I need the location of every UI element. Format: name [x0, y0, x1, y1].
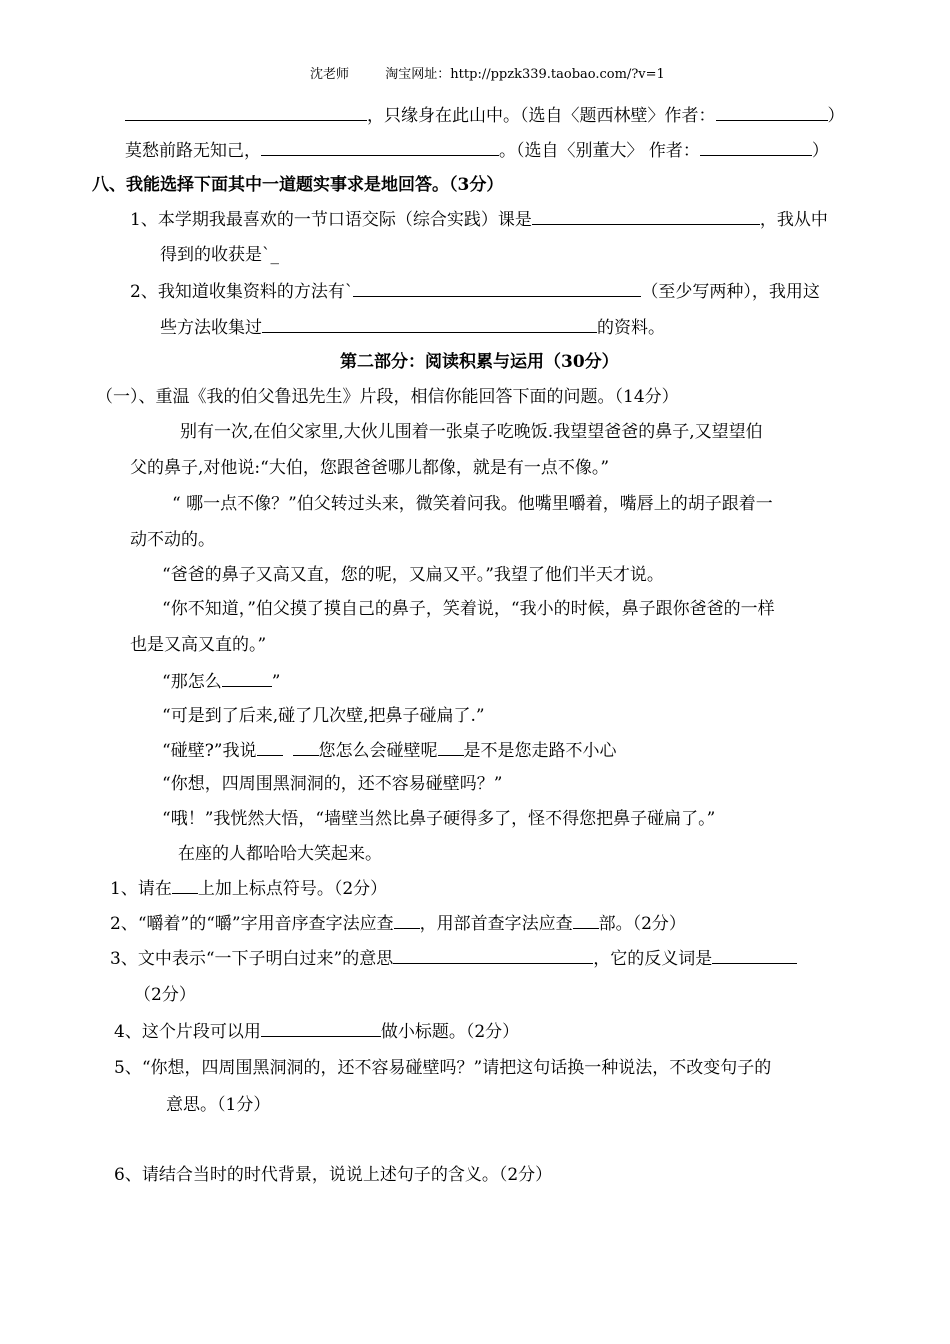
answer-blank[interactable] [573, 912, 599, 929]
answer-blank[interactable] [700, 139, 812, 156]
poem-text: 。（选自〈别董大〉 作者： [499, 141, 700, 161]
question-text: 1、本学期我最喜欢的一节口语交际（综合实践）课是 [130, 210, 532, 230]
passage-p4: “你不知道，”伯父摸了摸自己的鼻子，笑着说，“我小的时候，鼻子跟你爸爸的一样 [162, 599, 775, 619]
answer-blank[interactable] [222, 670, 272, 687]
passage-p10: 在座的人都哈哈大笑起来。 [178, 844, 382, 864]
punctuation-blank[interactable] [293, 739, 319, 756]
passage-p1-cont: 父的鼻子,对他说:“大伯，您跟爸爸哪儿都像，就是有一点不像。” [130, 458, 610, 478]
answer-blank[interactable] [353, 280, 641, 297]
passage-p6: “可是到了后来,碰了几次壁,把鼻子碰扁了.” [162, 706, 485, 726]
question-text: 2、“嚼着”的“嚼”字用音序查字法应查 [110, 914, 394, 934]
poem-text: ，只缘身在此山中。（选自〈题西林壁〉作者： [367, 106, 716, 126]
passage-p8: “你想，四周围黑洞洞的，还不容易碰壁吗？” [162, 774, 503, 794]
passage-text: ” [271, 672, 281, 692]
part-2-intro: （一）、重温《我的伯父鲁迅先生》片段，相信你能回答下面的问题。（14分） [96, 387, 679, 407]
passage-p2: “ 哪一点不像？”伯父转过头来，微笑着问我。他嘴里嚼着，嘴唇上的胡子跟着一 [172, 494, 773, 514]
answer-blank[interactable] [125, 104, 367, 121]
answer-blank[interactable] [394, 912, 420, 929]
passage-p3: “爸爸的鼻子又高又直，您的呢，又扁又平。”我望了他们半天才说。 [162, 565, 664, 585]
question-5-cont: 意思。（1分） [166, 1095, 271, 1115]
header [310, 64, 665, 86]
passage-p4-cont: 也是又高又直的。” [130, 635, 267, 655]
question-text: ，我从中 [759, 210, 828, 230]
punctuation-blank[interactable] [438, 739, 464, 756]
answer-blank[interactable] [261, 1020, 381, 1037]
passage-text: 您怎么会碰壁呢 [318, 741, 438, 761]
passage-p7 [162, 739, 617, 762]
question-text: ，用部首查字法应查 [419, 914, 573, 934]
question-3 [110, 947, 797, 970]
question-text: 的资料。 [597, 318, 665, 338]
passage-p2-cont: 动不动的。 [130, 530, 215, 550]
poem-text: ） [811, 141, 829, 161]
question-text: 部。（2分） [598, 914, 686, 934]
question-1 [110, 877, 387, 900]
question-4 [114, 1020, 519, 1043]
section-8-q1-cont: 得到的收获是`_ [160, 245, 279, 265]
section-8-q2 [130, 280, 820, 303]
answer-blank[interactable] [712, 947, 797, 964]
question-text: （至少写两种），我用这 [641, 282, 820, 302]
question-text: 1、请在 [110, 879, 172, 899]
question-5: 5、“你想，四周围黑洞洞的，还不容易碰壁吗？”请把这句话换一种说法，不改变句子的 [114, 1058, 772, 1078]
answer-blank[interactable] [172, 877, 198, 894]
passage-text: “那怎么 [162, 672, 222, 692]
question-text: 3、文中表示“一下子明白过来”的意思 [110, 949, 394, 969]
punctuation-blank[interactable] [257, 739, 283, 756]
question-text: 4、这个片段可以用 [114, 1022, 261, 1042]
passage-text: “碰壁?”我说 [162, 741, 257, 761]
question-text: 2、我知道收集资料的方法有` [130, 282, 354, 302]
question-3-score: （2分） [134, 985, 196, 1005]
header-teacher: 沈老师 [310, 67, 350, 82]
passage-p1: 别有一次,在伯父家里,大伙儿围着一张桌子吃晚饭.我望望爸爸的鼻子,又望望伯 [180, 422, 763, 442]
question-text: ，它的反义词是 [593, 949, 713, 969]
answer-blank[interactable] [393, 947, 593, 964]
poem-text: 莫愁前路无知己， [125, 141, 261, 161]
question-2 [110, 912, 686, 935]
passage-p9: “哦！”我恍然大悟，“墙壁当然比鼻子硬得多了，怪不得您把鼻子碰扁了。” [162, 809, 716, 829]
question-6: 6、请结合当时的时代背景，说说上述句子的含义。（2分） [114, 1165, 553, 1185]
poem-line-2 [125, 139, 829, 162]
header-shop-url: 淘宝网址：http://ppzk339.taobao.com/?v=1 [385, 67, 665, 82]
answer-blank[interactable] [261, 139, 499, 156]
passage-p5 [162, 670, 280, 693]
passage-text: 是不是您走路不小心 [463, 741, 617, 761]
question-text: 做小标题。（2分） [380, 1022, 520, 1042]
poem-text: ） [827, 106, 845, 126]
question-text: 上加上标点符号。（2分） [197, 879, 388, 899]
answer-blank[interactable] [716, 104, 828, 121]
section-8-q2-cont [160, 316, 665, 339]
section-8-title: 八、我能选择下面其中一道题实事求是地回答。（3分） [92, 175, 504, 195]
answer-blank[interactable] [532, 208, 760, 225]
part-2-title: 第二部分：阅读积累与运用（30分） [340, 352, 619, 372]
section-8-q1 [130, 208, 828, 231]
poem-line-1 [125, 104, 845, 127]
question-text: 些方法收集过 [160, 318, 262, 338]
answer-blank[interactable] [262, 316, 597, 333]
